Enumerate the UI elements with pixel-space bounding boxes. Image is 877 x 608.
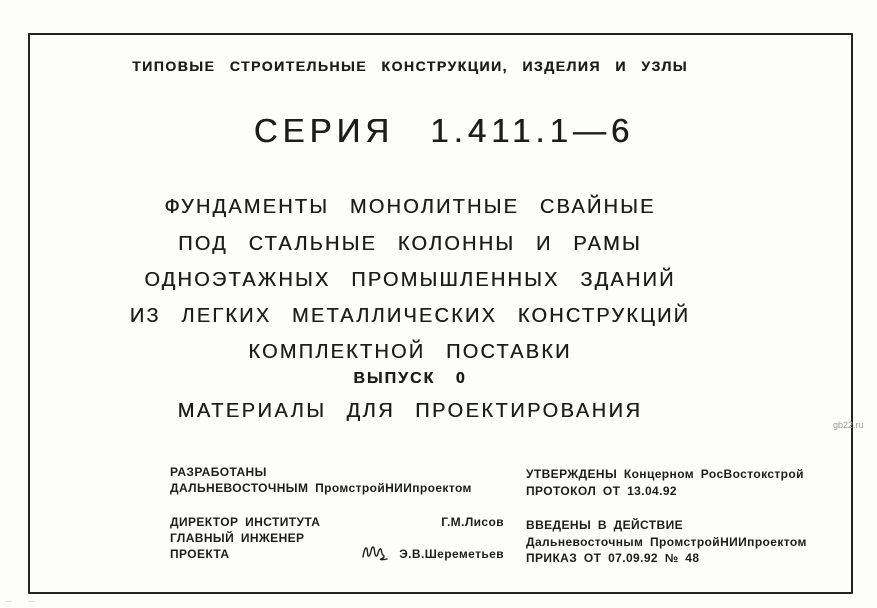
signature-icon <box>361 543 395 561</box>
approved-line-2: ПРОТОКОЛ ОТ 13.04.92 <box>526 483 677 498</box>
approved-line-1: УТВЕРЖДЕНЫ Концерном РосВостокстрой <box>526 467 804 481</box>
scan-artifact: – – <box>6 596 41 607</box>
main-title-line-4: ИЗ ЛЕГКИХ МЕТАЛЛИЧЕСКИХ КОНСТРУКЦИЙ <box>129 305 691 327</box>
director-row <box>170 514 504 530</box>
chief-engineer-row <box>170 530 504 562</box>
chief-engineer-label: ГЛАВНЫЙ ИНЖЕНЕР ПРОЕКТА <box>170 531 305 561</box>
watermark: gb22.ru <box>833 420 864 430</box>
main-title-line-2: ПОД СТАЛЬНЫЕ КОЛОННЫ И РАМЫ <box>178 233 642 255</box>
director-label: ДИРЕКТОР ИНСТИТУТА <box>170 515 321 529</box>
document-header: ТИПОВЫЕ СТРОИТЕЛЬНЫЕ КОНСТРУКЦИИ, ИЗДЕЛИЯ И УЗЛЫ <box>132 58 688 74</box>
approval-block <box>526 466 826 567</box>
developed-label: РАЗРАБОТАНЫ <box>170 465 267 479</box>
main-title-line-5: КОМПЛЕКТНОЙ ПОСТАВКИ <box>248 341 572 363</box>
chief-engineer-name: Э.В.Шереметьев <box>399 547 504 561</box>
signature-and-name <box>361 543 504 562</box>
series-title: СЕРИЯ 1.411.1—6 <box>253 112 635 149</box>
enacted-line-3: ПРИКАЗ ОТ 07.09.92 № 48 <box>526 551 700 565</box>
developed-by: ДАЛЬНЕВОСТОЧНЫМ ПромстройНИИпроектом <box>170 481 472 495</box>
issue-number: ВЫПУСК 0 <box>353 370 467 387</box>
document-subtitle: МАТЕРИАЛЫ ДЛЯ ПРОЕКТИРОВАНИЯ <box>177 400 643 422</box>
main-title-line-1: ФУНДАМЕНТЫ МОНОЛИТНЫЕ СВАЙНЫЕ <box>164 196 656 218</box>
enacted-line-2: Дальневосточным ПромстройНИИпроектом <box>526 534 807 549</box>
enacted-line-1: ВВЕДЕНЫ В ДЕЙСТВИЕ <box>526 518 684 532</box>
main-title-line-3: ОДНОЭТАЖНЫХ ПРОМЫШЛЕННЫХ ЗДАНИЙ <box>144 269 676 291</box>
director-name: Г.М.Лисов <box>441 515 504 529</box>
developed-by-block <box>170 464 504 562</box>
